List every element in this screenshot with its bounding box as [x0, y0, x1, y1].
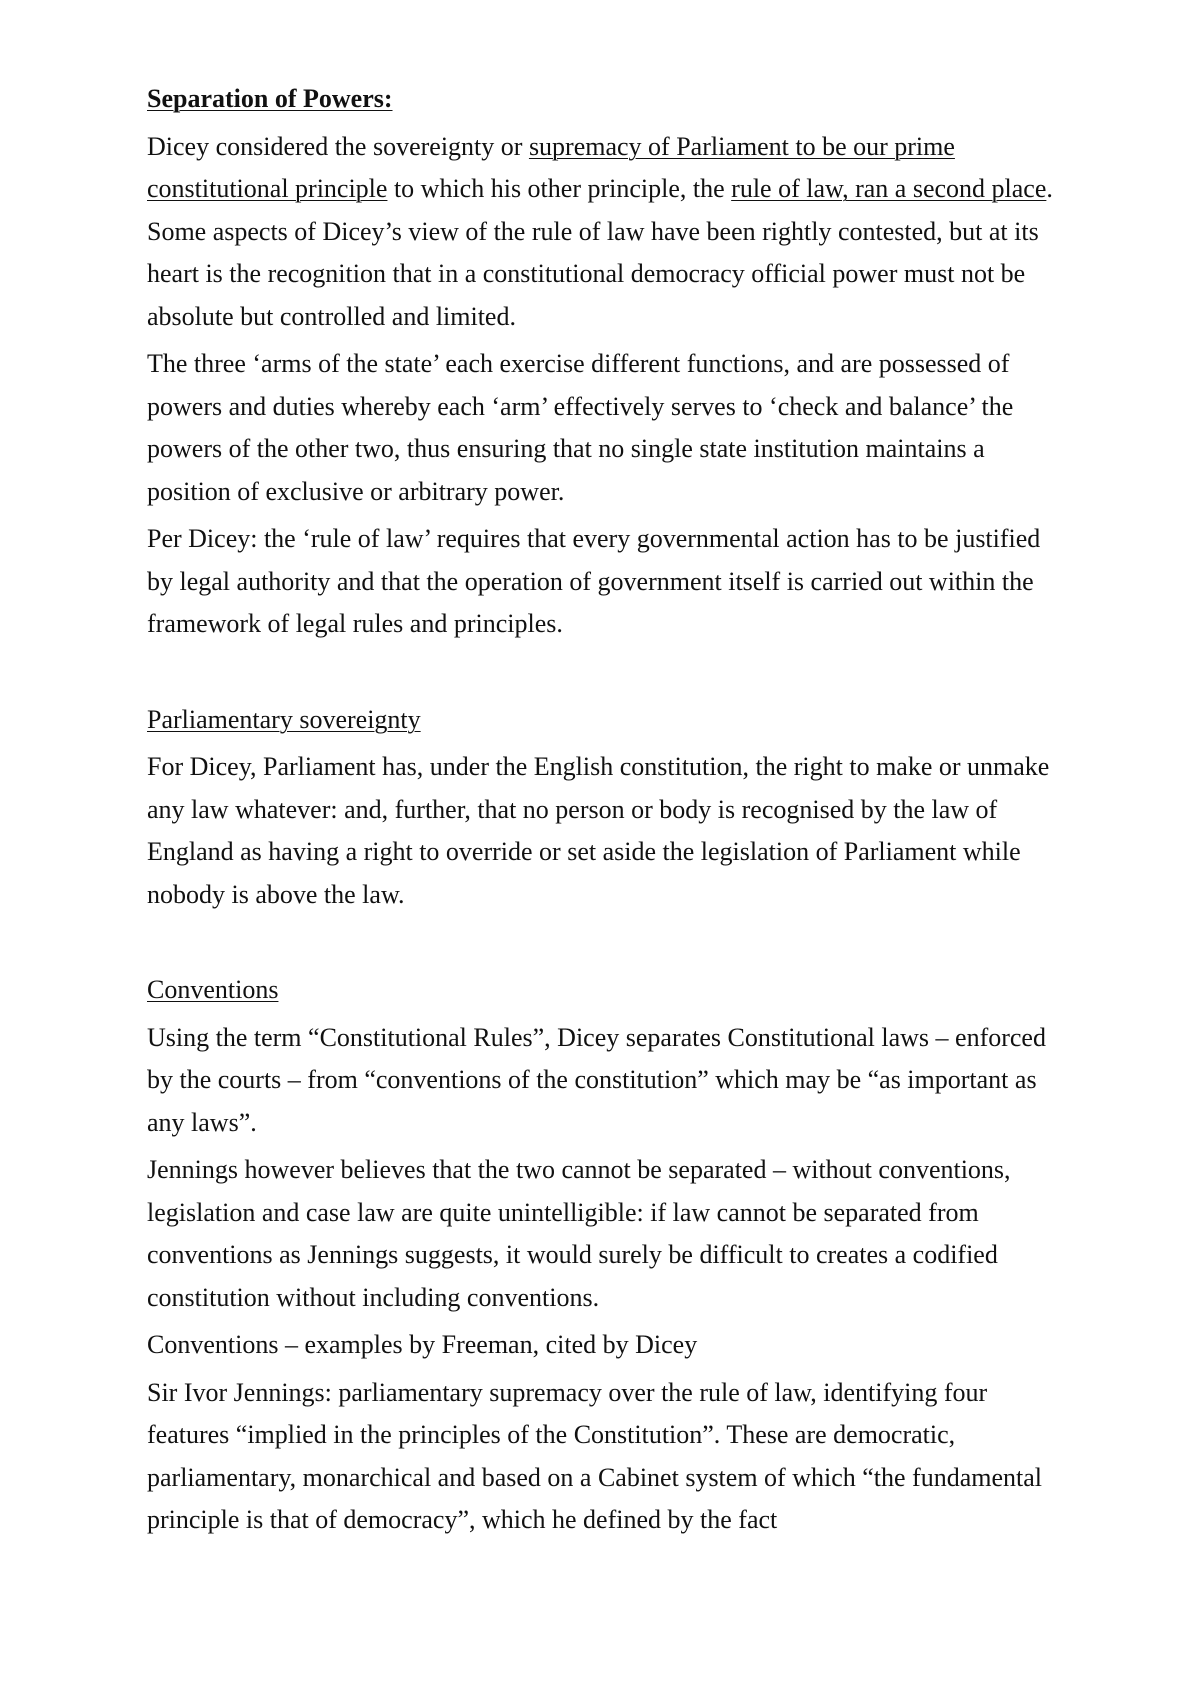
- paragraph-per-dicey: Per Dicey: the ‘rule of law’ requires that every governmental action has to be justified by legal authority and that the operation of government itself is carried out within the framework of legal rules and principles.: [147, 524, 1041, 638]
- document-page: [147, 78, 1072, 1547]
- heading-parliamentary-sovereignty: Parliamentary sovereignty: [147, 704, 421, 734]
- section-spacer: [147, 921, 1072, 969]
- paragraph-parliament-right: For Dicey, Parliament has, under the English constitution, the right to make or unmake any law whatever: and, further, that no person or body is recognised by the law of England as having a right to override or set aside the legislation of Parliament while nobody is above the law.: [147, 752, 1050, 909]
- text-run: to which his other principle, the: [387, 174, 732, 203]
- paragraph-jennings-belief: Jennings however believes that the two cannot be separated – without conventions, legislation and case law are quite unintelligible: if law cannot be separated from conventions as Jennings suggests, it would surely be difficult to creates a codified constitution without including conventions.: [147, 1155, 1011, 1312]
- paragraph-dicey-sovereignty: [147, 126, 1072, 339]
- underlined-phrase-rule-of-law: rule of law, ran a second place: [731, 174, 1047, 203]
- paragraph-three-arms: The three ‘arms of the state’ each exercise different functions, and are possessed of powers and duties whereby each ‘arm’ effectively serves to ‘check and balance’ the powers of the other two, thus ensuring that no single state institution maintains a position of exclusive or arbitrary power.: [147, 349, 1014, 506]
- heading-conventions: Conventions: [147, 975, 279, 1004]
- paragraph-freeman-examples: Conventions – examples by Freeman, cited by Dicey: [147, 1330, 698, 1359]
- underlined-phrase-supremacy: supremacy of Parliament to be our prime constitutional principle: [147, 131, 955, 203]
- text-run: . Some aspects of Dicey’s view of the rule of law have been rightly contested, but at its heart is the recognition that in a constitutional democracy official power must not be absolute but controlled and limited.: [147, 174, 1053, 331]
- text-run: Dicey considered the sovereignty or: [147, 131, 529, 161]
- paragraph-constitutional-rules: Using the term “Constitutional Rules”, Dicey separates Constitutional laws – enforced by the courts – from “conventions of the constitution” which may be “as important as any laws”.: [147, 1022, 1046, 1137]
- section-spacer: [147, 651, 1072, 699]
- heading-separation-of-powers: Separation of Powers:: [147, 84, 393, 113]
- paragraph-ivor-jennings: Sir Ivor Jennings: parliamentary supremacy over the rule of law, identifying four features “implied in the principles of the Constitution”. These are democratic, parliamentary, monarchical and based on a Cabinet system of which “the fundamental principle is that of democracy”, which he defined by the fact: [147, 1377, 1042, 1534]
